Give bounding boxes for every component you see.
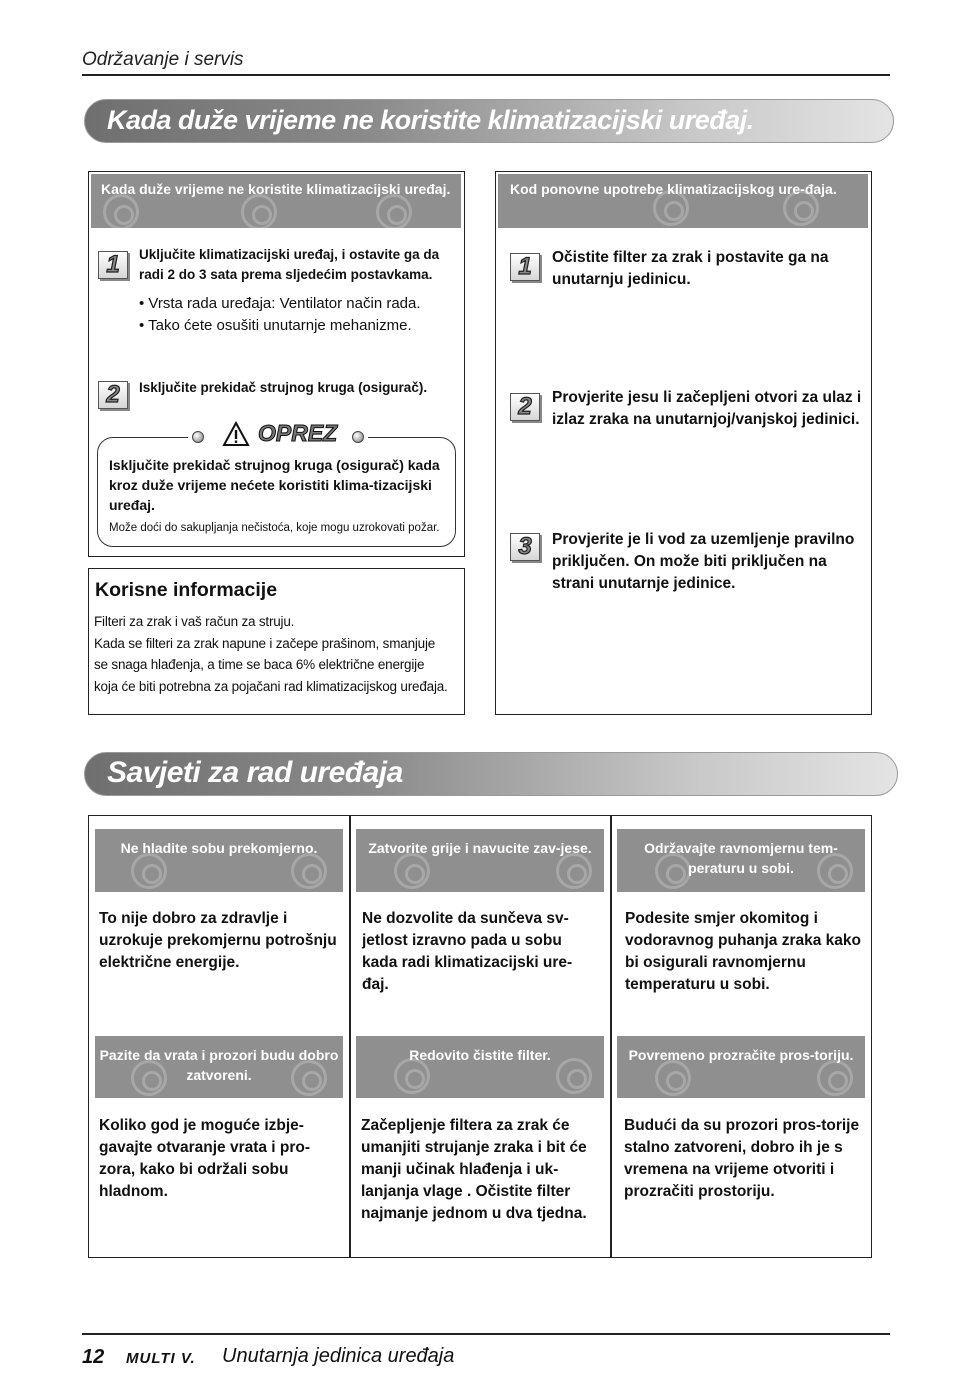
tip-title: Redovito čistite filter. xyxy=(409,1047,551,1063)
tip-text: Podesite smjer okomitog i vodoravnog puhanja zraka kako bi osigurali ravnomjernu temperaturu u sobi. xyxy=(625,910,862,993)
tip-title: Pazite da vrata i prozori budu dobro zatvoreni. xyxy=(99,1047,339,1083)
section-banner-tips xyxy=(84,752,898,796)
step-number-2: 2 xyxy=(98,381,128,409)
box-title-bar xyxy=(91,174,461,228)
warning-triangle-icon xyxy=(222,421,250,447)
column-divider xyxy=(610,815,612,1257)
caution-note: Može doći do sakupljanja nečistoća, koje mogu uzrokovati požar. xyxy=(109,522,440,534)
step-number-2: 2 xyxy=(510,393,540,421)
page-number: 12 xyxy=(82,1346,105,1368)
caution-box xyxy=(97,437,456,547)
step1-bullet-2: • Tako ćete osušiti unutarnje mehanizme. xyxy=(139,317,412,334)
tip-title: Povremeno prozračite pros-toriju. xyxy=(628,1047,854,1063)
caution-label xyxy=(188,420,368,450)
step-number-3: 3 xyxy=(510,533,540,561)
box-title-bar xyxy=(498,174,868,228)
box-title: Kod ponovne upotrebe klimatizacijskog ure-đaja. xyxy=(510,181,837,197)
tip-title: Ne hladite sobu prekomjerno. xyxy=(120,840,318,856)
reuse-step2-text: Provjerite jesu li začepljeni otvori za ulaz i izlaz zraka na unutarnjoj/vanjskoj jedinici. xyxy=(552,389,862,428)
footer-rule xyxy=(82,1333,890,1335)
step1-bullet-1: • Vrsta rada uređaja: Ventilator način rada. xyxy=(139,295,421,312)
header-rule xyxy=(82,74,890,76)
step-number-1: 1 xyxy=(510,253,540,281)
tip-text: Ne dozvolite da sunčeva sv-jetlost izravno pada u sobu kada radi klimatizacijski ure-đaj. xyxy=(362,910,573,993)
info-text: Filteri za zrak i vaš račun za struju. Kada se filteri za zrak napune i začepe prašinom, smanjuje se snaga hlađenja, a time se baca 6% električne energije koja će biti potrebna za pojačani rad klimatizacijskog uređaja. xyxy=(94,614,448,694)
tip-title-bar xyxy=(617,829,865,892)
step1-text: Uključite klimatizacijski uređaj, i ostavite ga da radi 2 do 3 sata prema sljedećim postavkama. xyxy=(139,247,440,282)
reuse-step3-text: Provjerite je li vod za uzemljenje pravilno priključen. On može biti priključen na strani unutarnje jedinice. xyxy=(552,531,855,592)
footer-title: Unutarnja jedinica uređaja xyxy=(222,1345,455,1367)
info-title: Korisne informacije xyxy=(95,579,278,601)
section-header: Održavanje i servis xyxy=(82,49,244,70)
step2-text: Isključite prekidač strujnog kruga (osigurač). xyxy=(139,380,428,395)
section-banner-long-term xyxy=(84,99,894,143)
column-divider xyxy=(349,815,351,1257)
box-title: Kada duže vrijeme ne koristite klimatizacijski uređaj. xyxy=(101,181,451,197)
tip-title: Zatvorite grije i navucite zav-jese. xyxy=(368,840,592,856)
reuse-step1-text: Očistite filter za zrak i postavite ga na unutarnju jedinicu. xyxy=(552,249,829,288)
step-number-1: 1 xyxy=(98,251,128,279)
useful-info-box xyxy=(88,568,465,715)
tip-text: Budući da su prozori pros-torije stalno zatvoreni, dobro ih je s vremena na vrijeme otvoriti i prozračiti prostoriju. xyxy=(624,1117,860,1200)
tip-text: Začepljenje filtera za zrak će umanjiti strujanje zraka i bit će manji učinak hlađenja i uk-lanjanja vlage . Očistite filter najmanje jednom u dva tjedna. xyxy=(361,1117,587,1222)
banner-title: Kada duže vrijeme ne koristite klimatizacijski uređaj. xyxy=(107,105,754,135)
tip-title-bar xyxy=(95,1036,343,1098)
tip-title-bar xyxy=(356,1036,604,1098)
tip-title-bar xyxy=(356,829,604,892)
tip-text: Koliko god je moguće izbje-gavajte otvaranje vrata i pro-zora, kako bi održali sobu hladnom. xyxy=(99,1117,311,1200)
tip-title-bar xyxy=(95,829,343,892)
multi-v-logo: MULTI V. xyxy=(126,1350,196,1367)
tip-text: To nije dobro za zdravlje i uzrokuje prekomjernu potrošnju električne energije. xyxy=(99,910,337,971)
caution-text: Isključite prekidač strujnog kruga (osigurač) kada kroz duže vrijeme nećete koristiti klima-tizacijski uređaj. xyxy=(109,457,440,513)
banner-title: Savjeti za rad uređaja xyxy=(107,756,403,789)
caution-title: OPREZ xyxy=(258,420,338,446)
tip-title-bar xyxy=(617,1036,865,1098)
tip-title: Održavajte ravnomjernu tem-peraturu u sobi. xyxy=(644,840,838,876)
